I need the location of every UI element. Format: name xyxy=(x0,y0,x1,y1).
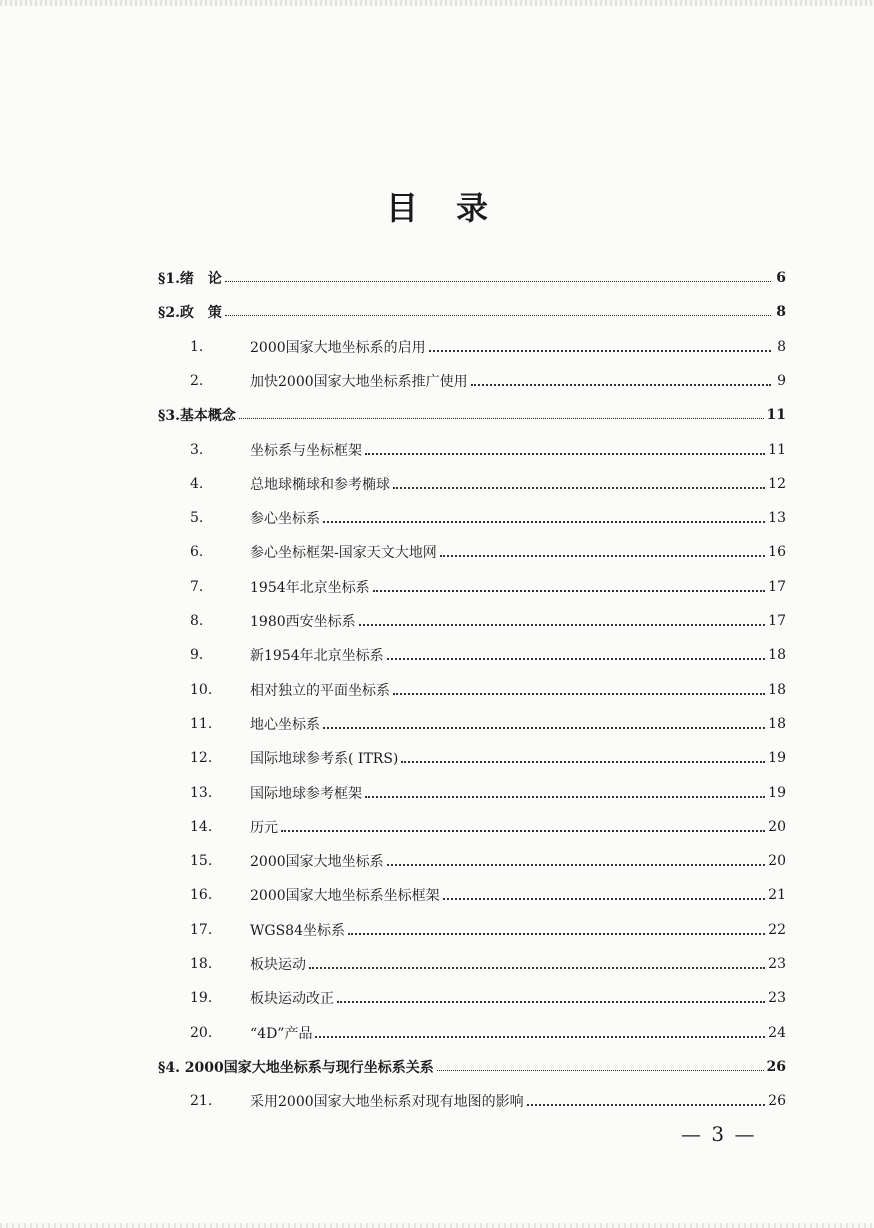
toc-item-title: 参心坐标系 xyxy=(250,511,320,528)
toc-item-entry[interactable] xyxy=(190,1021,786,1045)
toc-section-entry[interactable] xyxy=(158,300,786,324)
toc-section-title: §4. 2000国家大地坐标系与现行坐标系关系 xyxy=(158,1059,434,1076)
toc-item-number: 4. xyxy=(190,475,204,492)
toc-item-number: 3. xyxy=(190,441,204,458)
toc-item-title: 国际地球参考框架 xyxy=(250,785,362,802)
toc-item-entry[interactable] xyxy=(190,883,786,907)
toc-page-number: 26 xyxy=(766,1058,786,1075)
toc-item-entry[interactable] xyxy=(190,849,786,873)
toc-item-entry[interactable] xyxy=(190,678,786,702)
toc-item-entry[interactable] xyxy=(190,1089,786,1113)
toc-item-title: 新1954年北京坐标系 xyxy=(250,648,384,665)
toc-item-title: 地心坐标系 xyxy=(250,716,320,733)
toc-page-number: 12 xyxy=(768,475,786,492)
toc-item-number: 15. xyxy=(190,853,213,870)
toc-item-number: 18. xyxy=(190,956,213,972)
toc-page-number: 26 xyxy=(768,1093,786,1110)
toc-page-number: 6 xyxy=(776,270,786,286)
toc-page-number: 20 xyxy=(768,818,786,835)
toc-item-number: 21. xyxy=(190,1093,213,1110)
toc-item-title: 板块运动改正 xyxy=(250,991,334,1008)
toc-item-entry[interactable] xyxy=(190,506,786,530)
toc-item-entry[interactable] xyxy=(190,712,786,736)
toc-item-entry[interactable] xyxy=(190,609,786,633)
toc-item-entry[interactable] xyxy=(190,472,786,496)
toc-item-title: 总地球椭球和参考椭球 xyxy=(250,476,390,493)
toc-item-title: “4D”产品 xyxy=(250,1025,313,1042)
toc-item-entry[interactable] xyxy=(190,952,786,976)
toc-page-number: 11 xyxy=(766,407,786,424)
toc-section-title: §2.政 策 xyxy=(158,305,222,322)
toc-item-title: 采用2000国家大地坐标系对现有地图的影响 xyxy=(250,1094,524,1111)
toc-item-number: 14. xyxy=(190,818,213,835)
toc-item-number: 17. xyxy=(190,921,213,938)
toc-section-title: §1.绪 论 xyxy=(158,271,222,287)
toc-page-number: 16 xyxy=(768,544,786,561)
toc-page-number: 13 xyxy=(768,510,786,527)
scan-edge-top xyxy=(0,0,874,6)
toc-item-title: 相对独立的平面坐标系 xyxy=(250,682,390,699)
toc-page-number: 8 xyxy=(777,338,786,355)
toc-item-title: 板块运动 xyxy=(250,957,306,973)
toc-page-number: 19 xyxy=(768,784,786,801)
toc-item-title: 2000国家大地坐标系 xyxy=(250,854,384,871)
toc-item-number: 6. xyxy=(190,544,204,561)
toc-item-entry[interactable] xyxy=(190,438,786,462)
toc-page-number: 20 xyxy=(768,853,786,870)
page-title: 目录 xyxy=(385,189,526,227)
toc-item-entry[interactable] xyxy=(190,540,786,564)
toc-section-entry[interactable] xyxy=(158,266,786,290)
toc-page-number: 21 xyxy=(768,887,786,904)
toc-item-number: 19. xyxy=(190,990,213,1007)
toc-page-number: 8 xyxy=(776,304,786,321)
toc-page-number: 22 xyxy=(768,921,786,938)
scan-edge-bottom xyxy=(0,1223,874,1228)
toc-page-number: 17 xyxy=(768,578,786,595)
toc-item-title: 2000国家大地坐标系的启用 xyxy=(250,339,426,356)
toc-item-title: 坐标系与坐标框架 xyxy=(250,442,362,459)
toc-item-entry[interactable] xyxy=(190,815,786,839)
toc-page-number: 23 xyxy=(768,990,786,1007)
toc-item-title: 2000国家大地坐标系坐标框架 xyxy=(250,888,440,905)
toc-item-title: 1980西安坐标系 xyxy=(250,614,356,630)
toc-item-number: 1. xyxy=(190,338,204,355)
toc-item-entry[interactable] xyxy=(190,746,786,770)
toc-item-number: 20. xyxy=(190,1024,213,1041)
toc-item-number: 9. xyxy=(190,647,204,664)
toc-page-number: 18 xyxy=(768,681,786,698)
toc-item-entry[interactable] xyxy=(190,986,786,1010)
toc-page-number: 9 xyxy=(777,372,786,389)
toc-item-number: 10. xyxy=(190,681,213,698)
toc-section-entry[interactable] xyxy=(158,403,786,427)
toc-item-entry[interactable] xyxy=(190,918,786,942)
toc-section-entry[interactable] xyxy=(158,1055,786,1079)
toc-page-number: 17 xyxy=(768,613,786,629)
toc-item-number: 12. xyxy=(190,750,213,767)
toc-item-title: 国际地球参考系( ITRS) xyxy=(250,751,399,768)
toc-page-number: 23 xyxy=(768,956,786,972)
toc-item-title: WGS84坐标系 xyxy=(250,922,345,939)
toc-page-number: 19 xyxy=(768,750,786,767)
toc-page-number: 18 xyxy=(768,715,786,732)
toc-item-entry[interactable] xyxy=(190,575,786,599)
toc-item-number: 16. xyxy=(190,887,213,904)
toc-item-title: 1954年北京坐标系 xyxy=(250,579,370,596)
toc-section-title: §3.基本概念 xyxy=(158,408,236,425)
toc-item-number: 2. xyxy=(190,372,204,389)
toc-item-entry[interactable] xyxy=(190,781,786,805)
page-number: — 3 — xyxy=(681,1122,757,1146)
toc-item-title: 加快2000国家大地坐标系推广使用 xyxy=(250,373,468,390)
toc-item-title: 参心坐标框架-国家天文大地网 xyxy=(250,545,437,562)
toc-item-entry[interactable] xyxy=(190,335,786,359)
toc-page-number: 24 xyxy=(768,1024,786,1041)
toc-item-number: 8. xyxy=(190,613,204,629)
toc-item-title: 历元 xyxy=(250,819,278,836)
toc-page-number: 11 xyxy=(768,441,786,458)
toc-item-number: 5. xyxy=(190,510,204,527)
toc-item-number: 7. xyxy=(190,578,204,595)
toc-item-number: 11. xyxy=(190,715,213,732)
toc-page-number: 18 xyxy=(768,647,786,664)
toc-item-number: 13. xyxy=(190,784,213,801)
toc-item-entry[interactable] xyxy=(190,643,786,667)
toc-item-entry[interactable] xyxy=(190,369,786,393)
